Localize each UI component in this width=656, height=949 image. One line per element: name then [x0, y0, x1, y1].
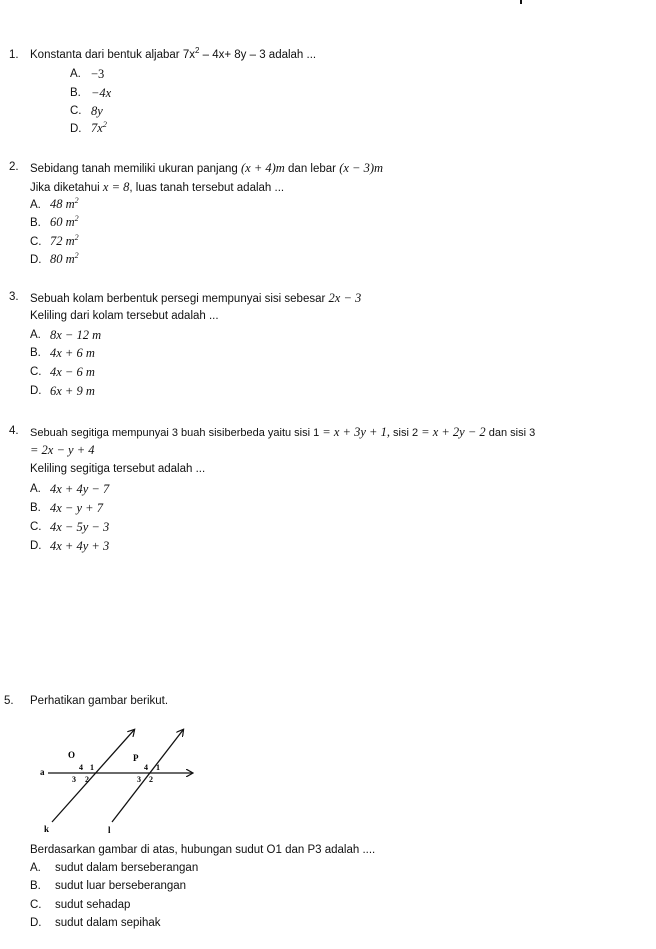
question-prompt: Keliling dari kolam tersebut adalah ...: [30, 310, 219, 322]
question-prompt: Berdasarkan gambar di atas, hubungan sudut O1 dan P3 adalah ....: [30, 844, 376, 856]
question-prompt: Keliling segitiga tersebut adalah ...: [30, 463, 206, 475]
question-stem: Perhatikan gambar berikut.: [30, 695, 169, 707]
parallel-lines-figure: [30, 722, 205, 840]
label-o: O: [68, 750, 76, 760]
angle-p-4: 4: [144, 763, 148, 772]
question-condition: Jika diketahui x = 8, luas tanah tersebut adalah ...: [30, 180, 285, 194]
side-3-value: = 2x − y + 4: [30, 443, 95, 457]
line-k: [52, 730, 134, 822]
angle-p-1: 1: [156, 763, 160, 772]
question-number: 4.: [9, 425, 19, 437]
angle-p-3: 3: [137, 775, 141, 784]
question-stem: Konstanta dari bentuk aljabar $7x^2 - 4x+ 8y - 3$ adalah ...: [30, 46, 317, 61]
angle-o-3: 3: [72, 775, 76, 784]
question-number: 3.: [9, 291, 19, 303]
question-stem: Sebidang tanah memiliki ukuran panjang (x + 4)m dan lebar (x − 3)m: [30, 161, 384, 175]
label-a: a: [40, 767, 45, 777]
angle-p-2: 2: [149, 775, 153, 784]
label-p: P: [133, 753, 139, 763]
angle-o-1: 1: [90, 763, 94, 772]
line-l: [112, 730, 183, 822]
page-edge-mark: [520, 0, 522, 4]
angle-o-2: 2: [85, 775, 89, 784]
question-number: 1.: [9, 49, 19, 61]
question-number: 5.: [4, 695, 14, 707]
question-number: 2.: [9, 161, 19, 173]
expression: $7x^2 - 4x+ 8y - 3$: [182, 46, 266, 61]
question-stem: Sebuah kolam berbentuk persegi mempunyai sisi sebesar 2x − 3: [30, 291, 362, 305]
label-k: k: [44, 824, 50, 834]
question-stem: Sebuah segitiga mempunyai 3 buah sisiberbeda yaitu sisi 1 = x + 3y + 1, sisi 2 = x + 2y − 2 dan sisi 3: [30, 425, 536, 439]
angle-o-4: 4: [79, 763, 83, 772]
label-l: l: [108, 825, 111, 835]
